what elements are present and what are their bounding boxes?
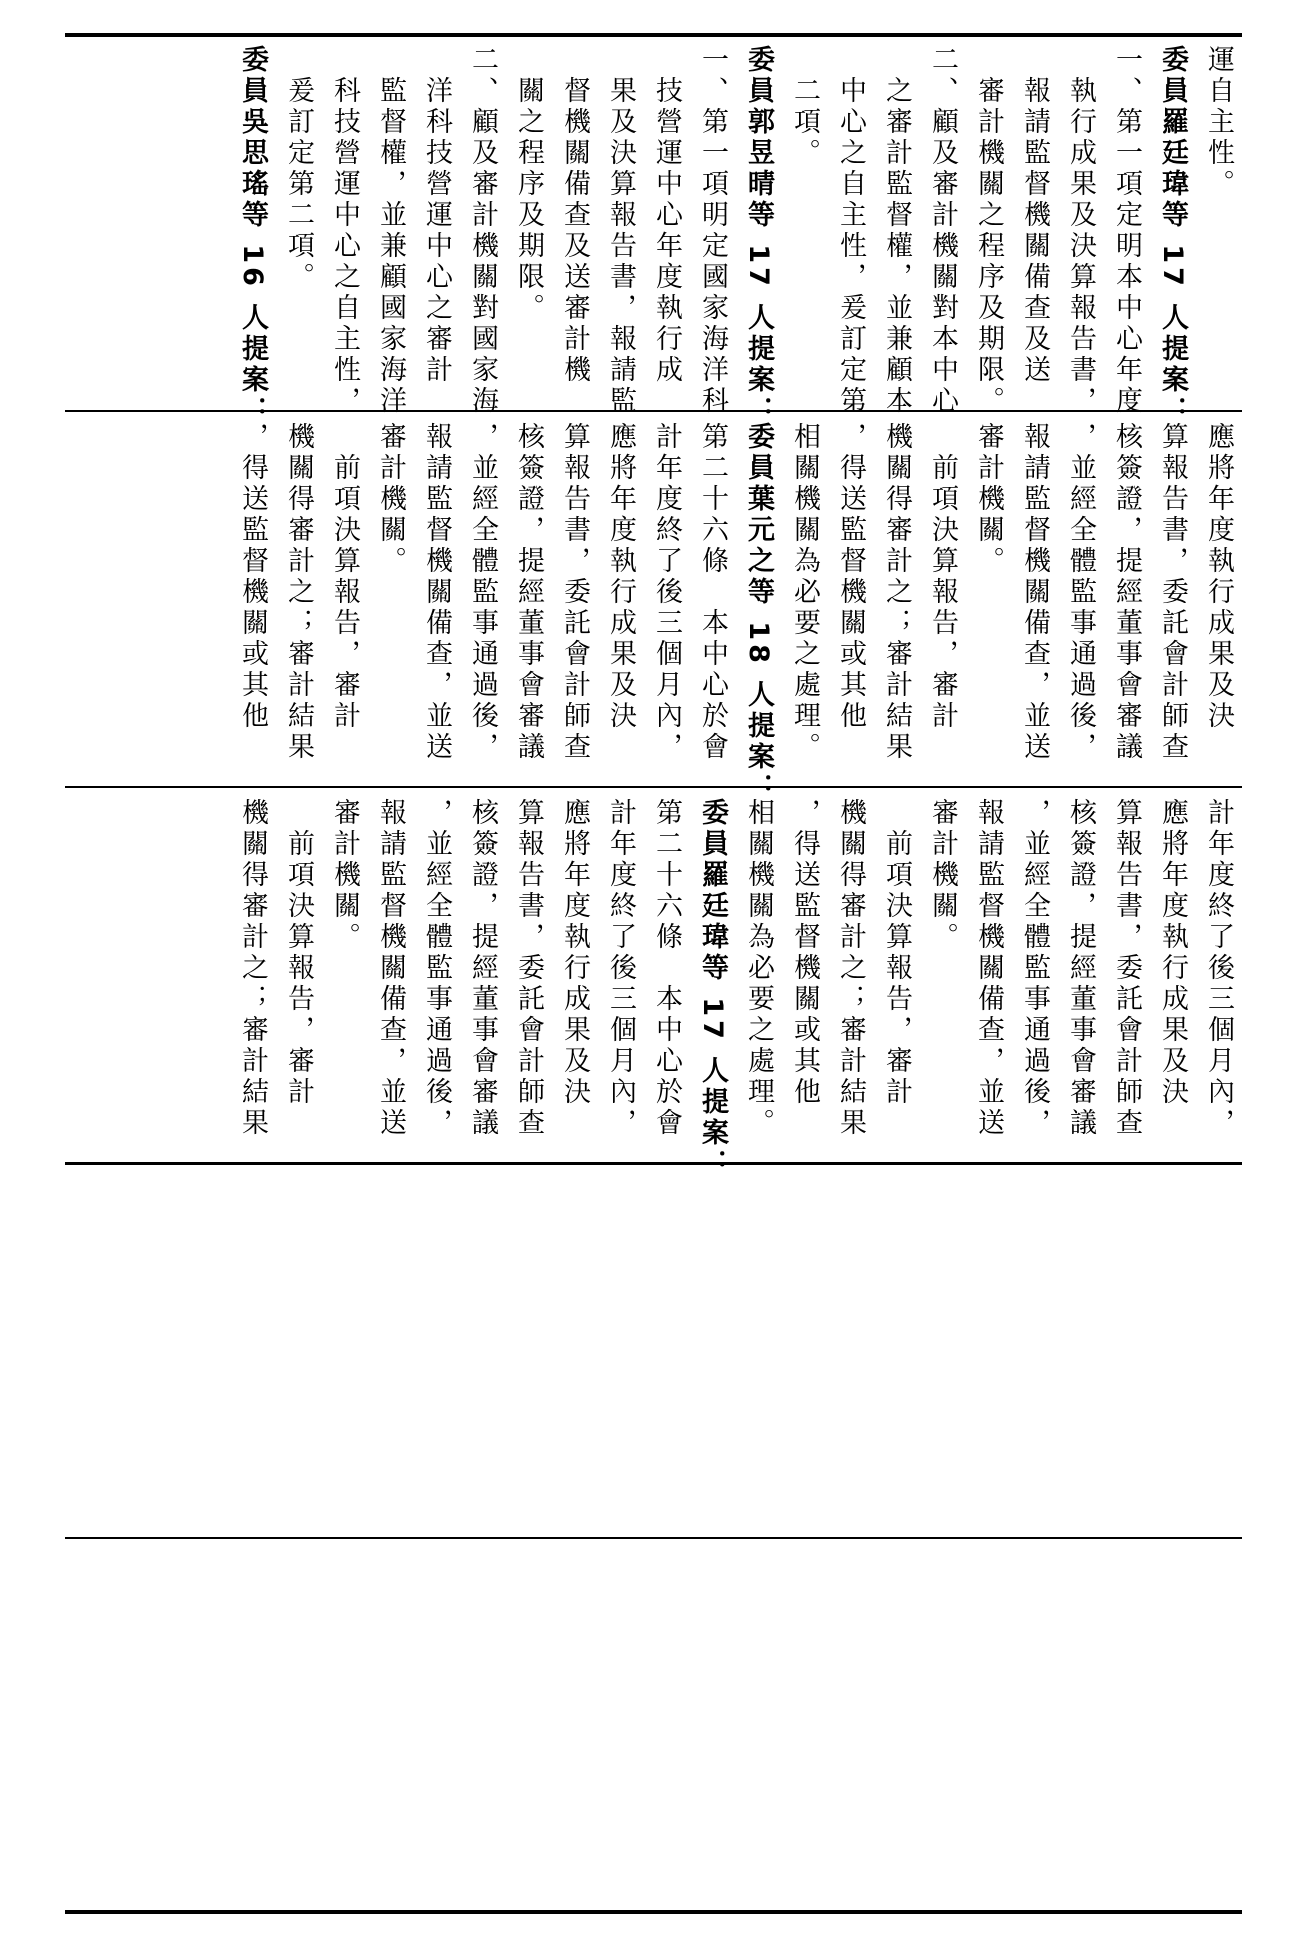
- text-line: 前項決算報告，審計: [283, 798, 314, 1108]
- text-line: 核簽證，提經董事會審議: [467, 798, 498, 1139]
- cell-row1-col3: [229, 798, 1241, 1180]
- text-line: 之審計監督權，並兼顧本: [881, 45, 912, 417]
- proposal-heading: 委員葉元之等 18 人提案：: [743, 422, 774, 805]
- text-line: 應將年度執行成果及決: [1157, 798, 1188, 1108]
- text-line: 一、第一項定明本中心年度: [1111, 45, 1142, 417]
- proposal-heading: 委員郭昱晴等 17 人提案：: [743, 45, 774, 428]
- text-line: 算報告書，委託會計師查: [1157, 422, 1188, 763]
- text-line: 報請監督機關備查，並送: [1019, 422, 1050, 763]
- text-line: 機關得審計之；審計結果: [835, 798, 866, 1139]
- text-line: 第二十六條 本中心於會: [651, 798, 682, 1139]
- text-line: 計年度終了後三個月內，: [1203, 798, 1234, 1139]
- text-line: 算報告書，委託會計師查: [513, 798, 544, 1139]
- row-divider: [65, 1537, 1242, 1539]
- cell-row1-col1: [229, 45, 1241, 427]
- text-line: 報請監督機關備查及送: [1019, 45, 1050, 386]
- text-line: ，並經全體監事通過後，: [421, 798, 452, 1139]
- text-line: 審計機關。: [927, 798, 958, 953]
- text-line: 機關得審計之；審計結果: [283, 422, 314, 763]
- text-line: 關之程序及期限。: [513, 45, 544, 324]
- text-line: 洋科技營運中心之審計: [421, 45, 452, 386]
- text-line: 前項決算報告，審計: [881, 798, 912, 1108]
- text-line: 運自主性。: [1203, 45, 1234, 200]
- text-line: 督機關備查及送審計機: [559, 45, 590, 386]
- table-top-rule: [65, 33, 1242, 37]
- text-line: 核簽證，提經董事會審議: [513, 422, 544, 763]
- text-line: 審計機關。: [375, 422, 406, 577]
- table-bottom-rule: [65, 1910, 1242, 1914]
- text-line: 前項決算報告，審計: [927, 422, 958, 732]
- text-line: ，並經全體監事通過後，: [1065, 422, 1096, 763]
- text-line: 爰訂定第二項。: [283, 45, 314, 293]
- text-line: 相關機關為必要之處理。: [743, 798, 774, 1139]
- cell-row1-col2: [229, 422, 1241, 804]
- text-line: 核簽證，提經董事會審議: [1065, 798, 1096, 1139]
- text-line: 中心之自主性，爰訂定第: [835, 45, 866, 417]
- text-line: 應將年度執行成果及決: [605, 422, 636, 732]
- text-line: ，得送監督機關或其他: [237, 422, 268, 732]
- text-line: 第二十六條 本中心於會: [697, 422, 728, 763]
- text-line: 一、第一項明定國家海洋科: [697, 45, 728, 417]
- text-line: 審計機關。: [973, 422, 1004, 577]
- text-line: ，並經全體監事通過後，: [1019, 798, 1050, 1139]
- proposal-heading: 委員吳思瑤等 16 人提案：: [237, 45, 268, 428]
- text-line: 算報告書，委託會計師查: [1111, 798, 1142, 1139]
- text-line: 執行成果及決算報告書，: [1065, 45, 1096, 417]
- text-line: 應將年度執行成果及決: [1203, 422, 1234, 732]
- text-line: 審計機關。: [329, 798, 360, 953]
- text-line: ，得送監督機關或其他: [789, 798, 820, 1108]
- text-line: 算報告書，委託會計師查: [559, 422, 590, 763]
- text-line: 果及決算報告書，報請監: [605, 45, 636, 417]
- proposal-heading: 委員羅廷瑋等 17 人提案：: [1157, 45, 1188, 428]
- text-line: 二項。: [789, 45, 820, 169]
- text-line: ，並經全體監事通過後，: [467, 422, 498, 763]
- text-line: 二、顧及審計機關對本中心: [927, 45, 958, 417]
- text-line: 報請監督機關備查，並送: [421, 422, 452, 763]
- text-line: 技營運中心年度執行成: [651, 45, 682, 386]
- text-line: 科技營運中心之自主性，: [329, 45, 360, 417]
- text-line: ，得送監督機關或其他: [835, 422, 866, 732]
- text-line: 審計機關之程序及期限。: [973, 45, 1004, 417]
- proposal-heading: 委員羅廷瑋等 17 人提案：: [697, 798, 728, 1181]
- text-line: 相關機關為必要之處理。: [789, 422, 820, 763]
- text-line: 前項決算報告，審計: [329, 422, 360, 732]
- text-line: 報請監督機關備查，並送: [973, 798, 1004, 1139]
- text-line: 計年度終了後三個月內，: [605, 798, 636, 1139]
- text-line: 計年度終了後三個月內，: [651, 422, 682, 763]
- text-line: 二、顧及審計機關對國家海: [467, 45, 498, 417]
- text-line: 機關得審計之；審計結果: [881, 422, 912, 763]
- text-line: 核簽證，提經董事會審議: [1111, 422, 1142, 763]
- text-line: 應將年度執行成果及決: [559, 798, 590, 1108]
- text-line: 報請監督機關備查，並送: [375, 798, 406, 1139]
- text-line: 機關得審計之；審計結果: [237, 798, 268, 1139]
- text-line: 監督權，並兼顧國家海洋: [375, 45, 406, 417]
